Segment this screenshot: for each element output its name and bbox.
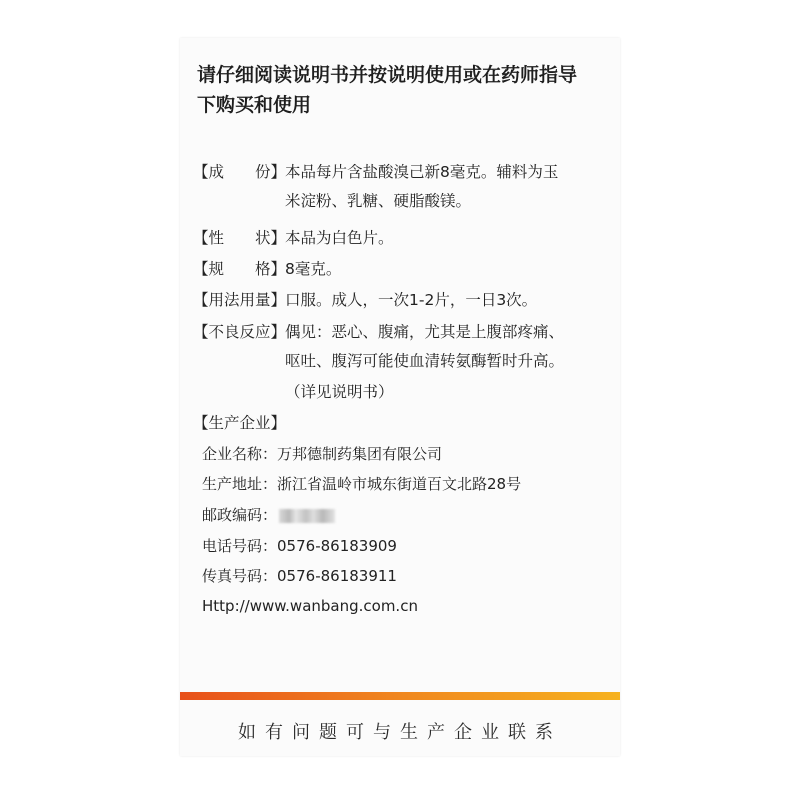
warning-heading-line2: 下购买和使用 — [197, 94, 312, 116]
specification-value: 8毫克。 — [285, 260, 342, 278]
phone-row — [202, 534, 397, 558]
phone-label: 电话号码： — [202, 537, 278, 555]
fax-value: 0576-86183911 — [277, 567, 397, 585]
address-row — [202, 472, 521, 496]
manufacturer-label: 【生产企业】 — [193, 414, 287, 432]
adverse-value-line1: 偶见：恶心、腹痛，尤其是上腹部疼痛、 — [285, 323, 565, 341]
enterprise-name-label: 企业名称： — [202, 445, 278, 463]
adverse-value-line3: （详见说明书） — [285, 383, 394, 401]
phone-value: 0576-86183909 — [277, 537, 397, 555]
composition-value-line2: 米淀粉、乳糖、硬脂酸镁。 — [285, 192, 472, 210]
website-link[interactable]: Http://www.wanbang.com.cn — [202, 597, 418, 615]
enterprise-name-value: 万邦德制药集团有限公司 — [277, 445, 443, 463]
website-row — [202, 594, 418, 618]
postcode-label: 邮政编码： — [202, 506, 278, 524]
adverse-label: 【不良反应】 — [193, 323, 287, 341]
description-label: 【性 状】 — [193, 229, 287, 247]
address-value: 浙江省温岭市城东街道百文北路28号 — [277, 475, 522, 493]
enterprise-name-row — [202, 442, 442, 466]
orange-stripe — [180, 692, 620, 700]
address-label: 生产地址： — [202, 475, 278, 493]
fax-label: 传真号码： — [202, 567, 278, 585]
adverse-row — [193, 320, 564, 344]
description-row — [193, 226, 394, 250]
composition-row — [193, 160, 558, 184]
contact-footer: 如有问题可与生产企业联系 — [238, 722, 562, 743]
warning-heading — [197, 60, 617, 120]
adverse-value-line2: 呕吐、腹泻可能使血清转氨酶暂时升高。 — [285, 352, 565, 370]
postcode-redacted — [279, 509, 335, 523]
fax-row — [202, 564, 397, 588]
leaflet-card — [180, 38, 620, 756]
warning-heading-line1: 请仔细阅读说明书并按说明使用或在药师指导 — [197, 64, 578, 86]
specification-label: 【规 格】 — [193, 260, 287, 278]
composition-value-line1: 本品每片含盐酸溴己新8毫克。辅料为玉 — [285, 163, 559, 181]
dosage-value: 口服。成人，一次1-2片，一日3次。 — [285, 291, 538, 309]
postcode-row — [202, 503, 335, 527]
composition-label: 【成 份】 — [193, 163, 287, 181]
description-value: 本品为白色片。 — [285, 229, 394, 247]
dosage-label: 【用法用量】 — [193, 291, 287, 309]
dosage-row — [193, 288, 537, 312]
specification-row — [193, 257, 341, 281]
manufacturer-row — [193, 411, 285, 435]
